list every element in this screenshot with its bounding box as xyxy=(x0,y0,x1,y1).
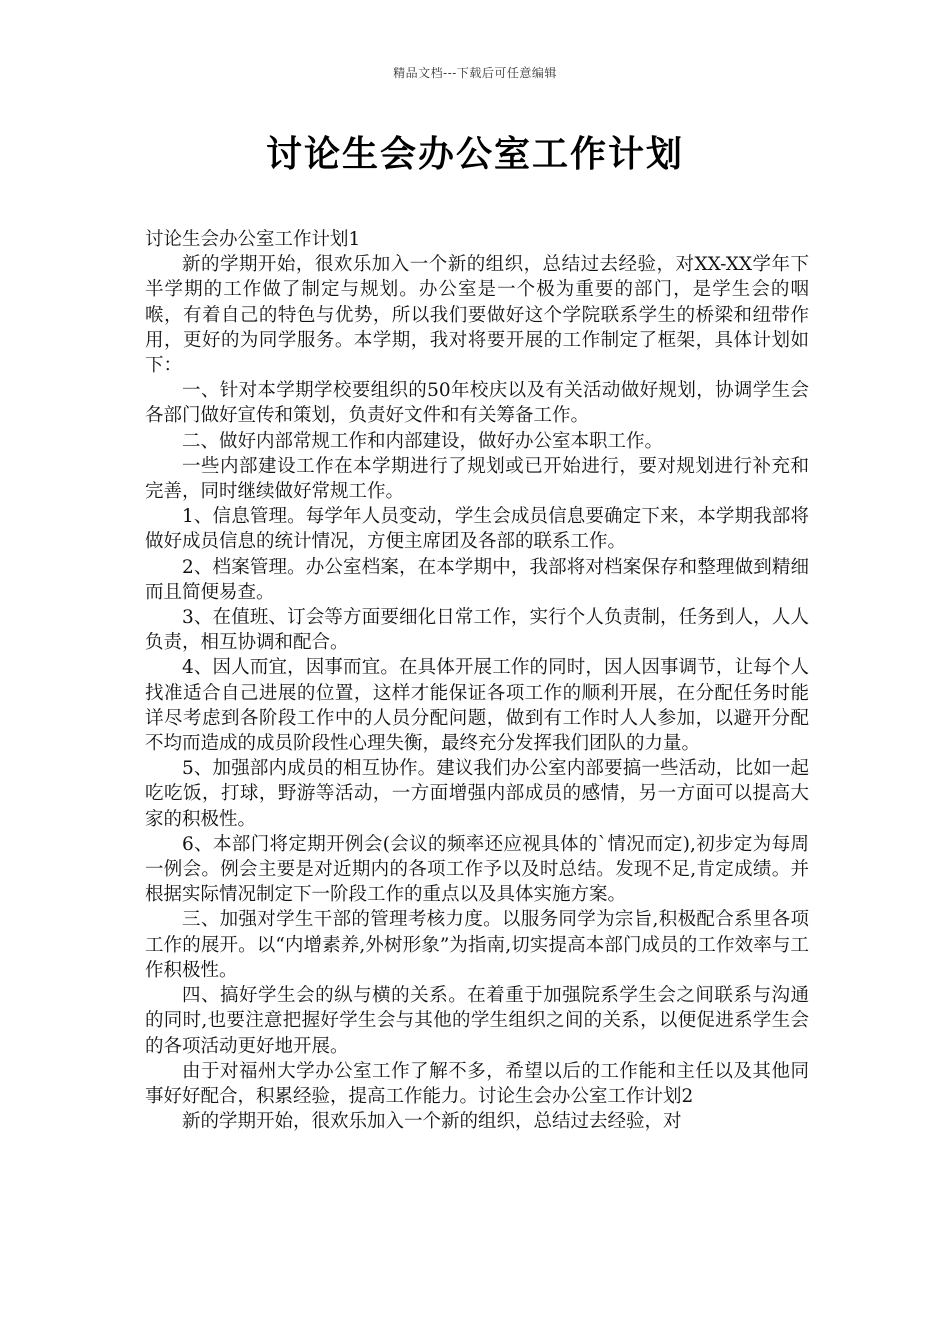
paragraph: 新的学期开始，很欢乐加入一个新的组织，总结过去经验，对XX-XX学年下半学期的工作做了制定与规划。办公室是一个极为重要的部门，是学生会的咽喉，有着自己的特色与优势，所以我们要做好这个学院联系学生的桥梁和纽带作用，更好的为同学服务。本学期，我对将要开展的工作制定了框架，具体计划如下： xyxy=(145,254,809,377)
section-heading: 讨论生会办公室工作计划1 xyxy=(145,229,361,250)
document-body xyxy=(145,227,809,1134)
paragraph: 三、加强对学生干部的管理考核力度。以服务同学为宗旨,积极配合系里各项工作的展开。以“内增素养,外树形象”为指南,切实提高本部门成员的工作效率与工作积极性。 xyxy=(145,909,809,981)
header-note: 精品文档---下载后可任意编辑 xyxy=(393,66,557,80)
paragraph: 由于对福州大学办公室工作了解不多，希望以后的工作能和主任以及其他同事好好配合，积累经验，提高工作能力。讨论生会办公室工作计划2 xyxy=(145,1060,809,1107)
paragraph: 二、做好内部常规工作和内部建设，做好办公室本职工作。 xyxy=(182,430,664,452)
paragraph: 4、因人而宜，因事而宜。在具体开展工作的同时，因人因事调节，让每个人找准适合自己进展的位置，这样才能保证各项工作的顺利开展，在分配任务时能详尽考虑到各阶段工作中的人员分配问题，做到有工作时人人参加，以避开分配不均而造成的成员阶段性心理失衡，最终充分发挥我们团队的力量。 xyxy=(145,657,809,755)
paragraph: 5、加强部内成员的相互协作。建议我们办公室内部要搞一些活动，比如一起吃吃饭，打球，野游等活动，一方面增强内部成员的感情，另一方面可以提高大家的积极性。 xyxy=(145,758,809,830)
paragraph: 一些内部建设工作在本学期进行了规划或已开始进行，要对规划进行补充和完善，同时继续做好常规工作。 xyxy=(145,455,809,503)
paragraph: 3、在值班、订会等方面要细化日常工作，实行个人负责制，任务到人，人人负责，相互协调和配合。 xyxy=(145,607,809,654)
document-title: 讨论生会办公室工作计划 xyxy=(265,133,684,175)
paragraph: 6、本部门将定期开例会(会议的频率还应视具体的`情况而定),初步定为每周一例会。例会主要是对近期内的各项工作予以及时总结。发现不足,肯定成绩。并根据实际情况制定下一阶段工作的重点以及具体实施方案。 xyxy=(145,833,809,906)
paragraph: 1、信息管理。每学年人员变动，学生会成员信息要确定下来，本学期我部将做好成员信息的统计情况，方便主席团及各部的联系工作。 xyxy=(145,506,809,553)
paragraph: 一、针对本学期学校要组织的50年校庆以及有关活动做好规划，协调学生会各部门做好宣传和策划，负责好文件和有关筹备工作。 xyxy=(145,380,809,427)
paragraph: 2、档案管理。办公室档案，在本学期中，我部将对档案保存和整理做到精细而且简便易查。 xyxy=(145,556,809,603)
paragraph: 四、搞好学生会的纵与横的关系。在着重于加强院系学生会之间联系与沟通的同时,也要注意把握好学生会与其他的学生组织之间的关系，以便促进系学生会的各项活动更好地开展。 xyxy=(145,985,809,1057)
paragraph: 新的学期开始，很欢乐加入一个新的组织，总结过去经验，对 xyxy=(182,1111,682,1133)
